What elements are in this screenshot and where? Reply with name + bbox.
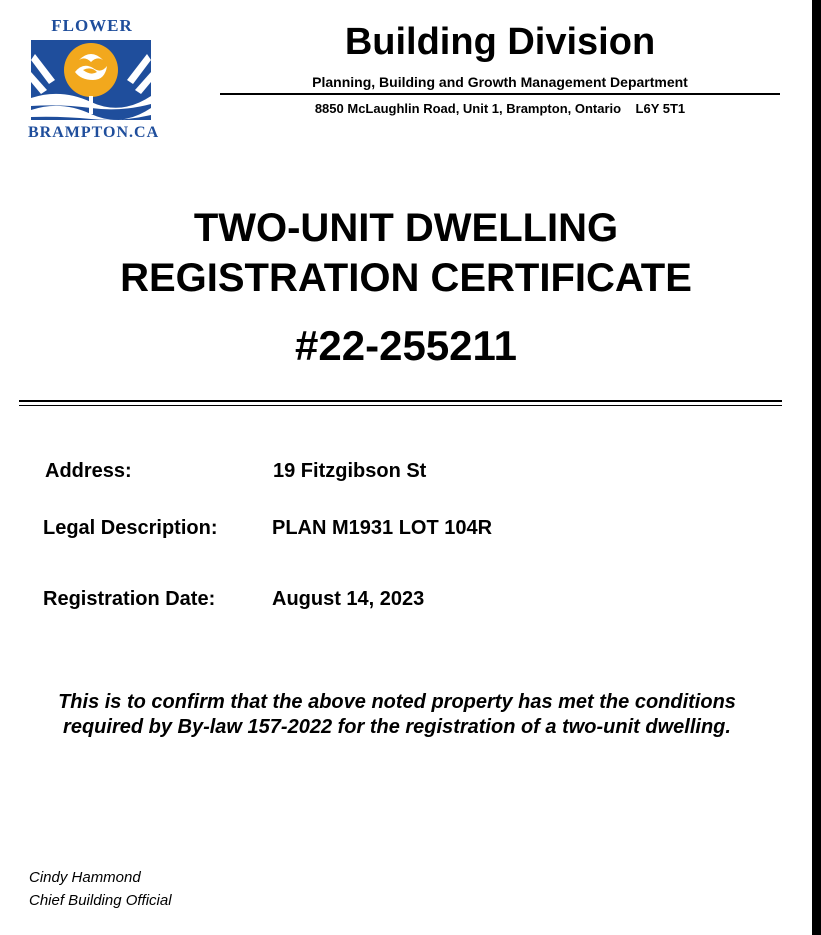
rose-emblem-icon [31,40,151,120]
address-value: 19 Fitzgibson St [273,460,427,482]
confirmation-statement [0,690,794,740]
registration-date-label: Registration Date: [43,588,216,610]
registration-date-value: August 14, 2023 [272,588,425,610]
section-divider-bottom [19,405,782,406]
section-divider-top [19,400,782,402]
header-divider [220,93,780,95]
legal-description-value: PLAN M1931 LOT 104R [272,517,493,539]
official-name: Cindy Hammond [29,869,141,886]
flower-city-logo [28,14,160,146]
page-edge-border [812,0,821,935]
logo-bottom-text: BRAMPTON.CA [28,124,160,141]
certificate-title-line-1: TWO-UNIT DWELLING [193,206,619,250]
address-label: Address: [45,460,132,482]
certificate-title-line-2: REGISTRATION CERTIFICATE [120,256,692,300]
legal-description-label: Legal Description: [43,517,218,539]
statement-line-1: This is to confirm that the above noted property has met the conditions [58,691,736,713]
official-title: Chief Building Official [29,892,172,909]
logo-top-text: FLOWER [51,16,133,35]
certificate-number: #22-255211 [295,322,517,369]
department-name: Planning, Building and Growth Management Department [312,74,688,90]
office-address: 8850 McLaughlin Road, Unit 1, Brampton, Ontario L6Y 5T1 [314,101,686,116]
division-title: Building Division [344,21,656,63]
statement-line-2: required by By-law 157-2022 for the registration of a two-unit dwelling. [63,716,731,738]
